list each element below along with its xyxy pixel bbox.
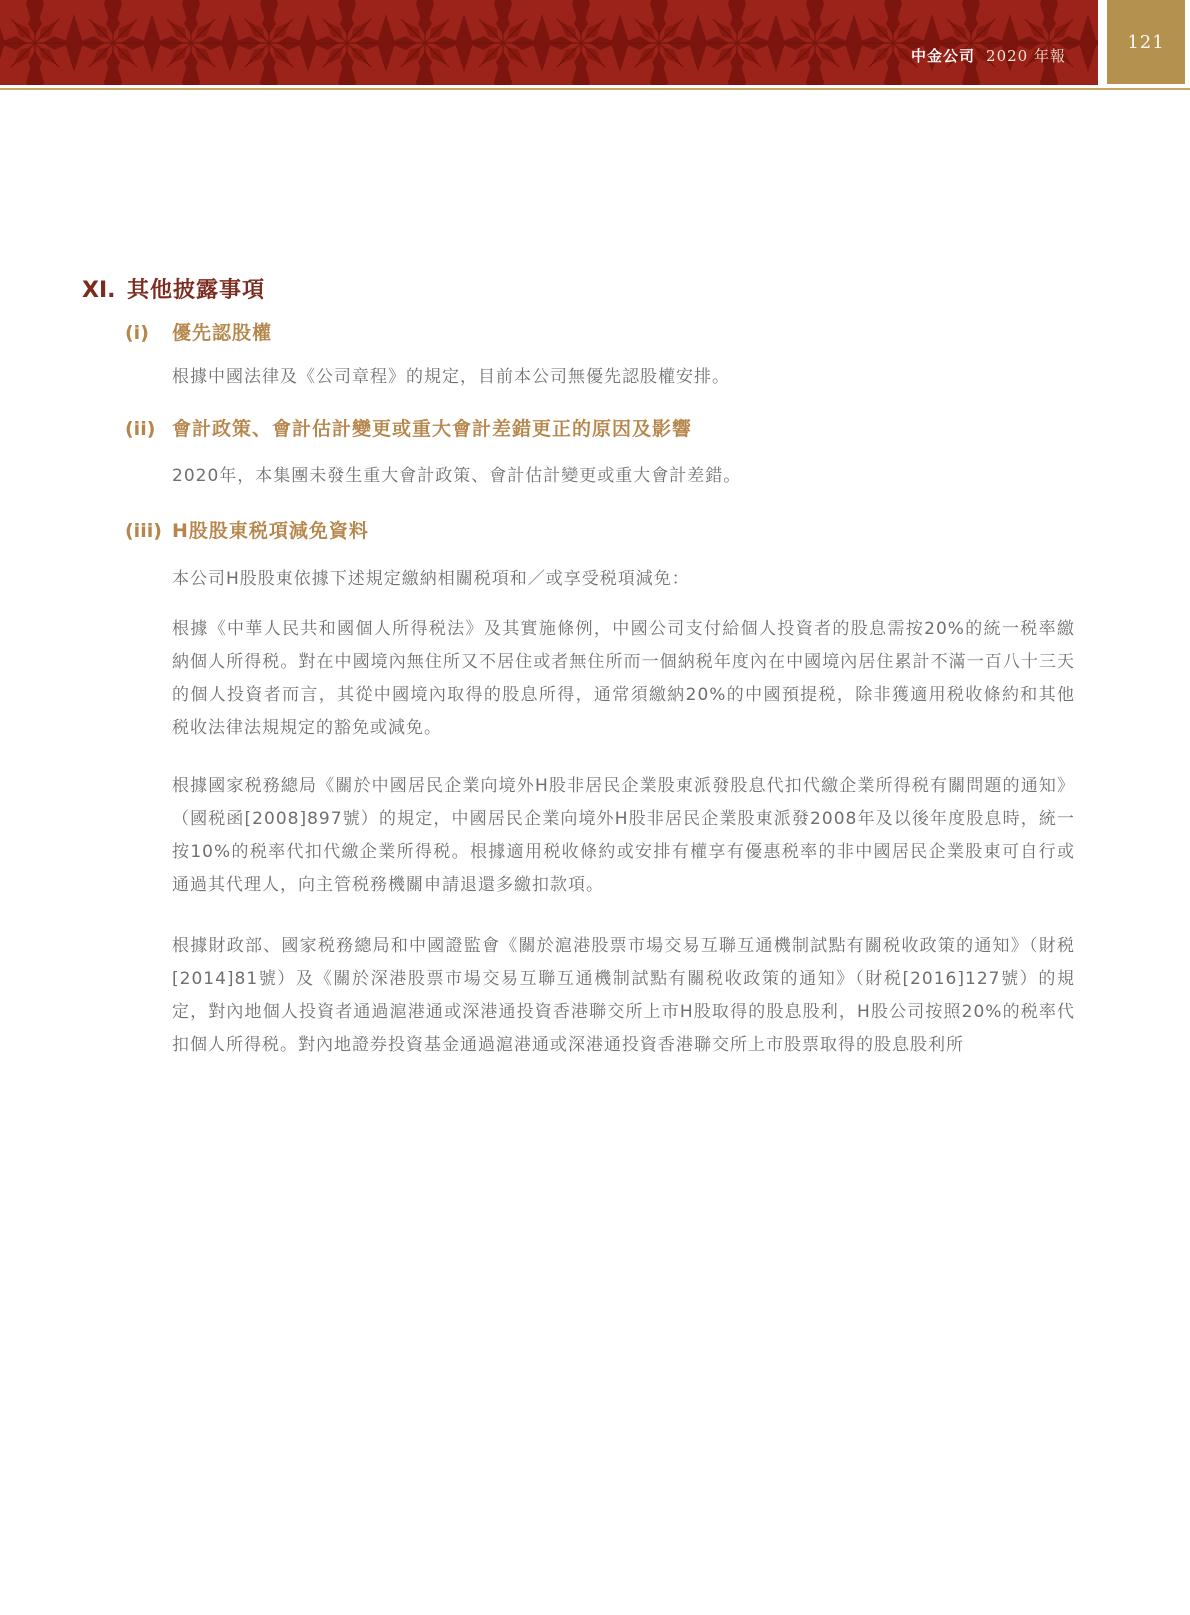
paragraph: 根據財政部、國家税務總局和中國證監會《關於滬港股票市場交易互聯互通機制試點有關税收政策的通知》（財税[2014]81號）及《關於深港股票市場交易互聯互通機制試點有關税收政策的通知》（財税[2016]127號）的規定，對內地個人投資者通過滬港通或深港通投資香港聯交所上市H股取得的股息股利，H股公司按照20%的税率代扣個人所得税。對內地證券投資基金通過滬港通或深港通投資香港聯交所上市股票取得的股息股利所 [172,936,1075,1055]
subsection-iii [82,518,1075,1062]
asanoha-pattern-icon [0,0,1098,85]
report-brand [911,45,1066,66]
subsection-heading [125,416,1075,442]
subsection-title: H股股東税項減免資料 [172,520,369,542]
subsection-number: (ii) [125,418,156,440]
header-banner [0,0,1098,85]
subsection-ii [82,416,1075,493]
page-number: 121 [1127,31,1165,53]
document-content [82,276,1075,1079]
section-number: XI. [82,278,116,303]
paragraph: 本公司H股股東依據下述規定繳納相關税項和／或享受税項減免： [172,569,690,589]
subsection-heading [125,518,1075,544]
subsection-title: 會計政策、會計估計變更或重大會計差錯更正的原因及影響 [172,418,693,440]
section-title: 其他披露事項 [127,278,266,303]
section-heading [82,276,1075,306]
subsection-number: (iii) [125,520,162,542]
paragraph: 根據中國法律及《公司章程》的規定，目前本公司無優先認股權安排。 [172,367,730,387]
paragraph: 2020年，本集團未發生重大會計政策、會計估計變更或重大會計差錯。 [172,466,742,486]
report-year: 2020 年報 [986,47,1066,65]
subsection-i [82,320,1075,394]
subsection-title: 優先認股權 [172,322,273,344]
paragraph: 根據《中華人民共和國個人所得税法》及其實施條例，中國公司支付給個人投資者的股息需按20%的統一税率繳納個人所得税。對在中國境內無住所又不居住或者無住所而一個納税年度內在中國境內居住累計不滿一百八十三天的個人投資者而言，其從中國境內取得的股息所得，通常須繳納20%的中國預提税，除非獲適用税收條約和其他税收法律法規規定的豁免或減免。 [172,619,1075,738]
subsection-number: (i) [125,322,149,344]
header-divider [0,88,1190,90]
subsection-heading [125,320,1075,346]
paragraph: 根據國家税務總局《關於中國居民企業向境外H股非居民企業股東派發股息代扣代繳企業所得税有關問題的通知》（國税函[2008]897號）的規定，中國居民企業向境外H股非居民企業股東派發2008年及以後年度股息時，統一按10%的税率代扣代繳企業所得税。根據適用税收條約或安排有權享有優惠税率的非中國居民企業股東可自行或通過其代理人，向主管税務機關申請退還多繳扣款項。 [172,776,1075,895]
page-number-box [1107,0,1185,84]
company-name: 中金公司 [911,47,976,65]
